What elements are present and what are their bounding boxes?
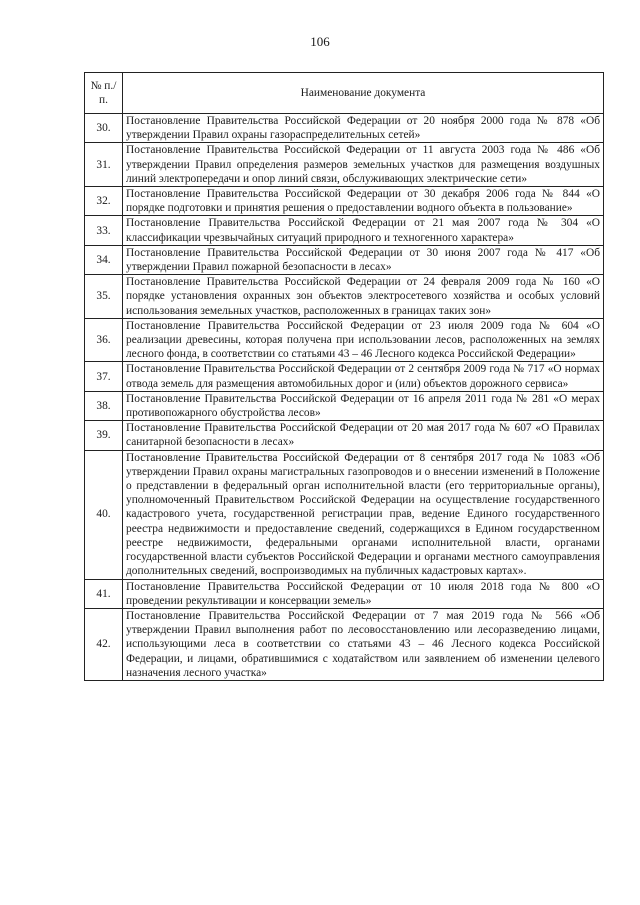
document-title: Постановление Правительства Российской Федерации от 30 декабря 2006 года № 844 «О порядке подготовки и принятия решения о предоставлении водного объекта в пользование»	[123, 187, 604, 216]
row-number: 31.	[85, 143, 123, 187]
table-row	[85, 421, 604, 450]
table-row	[85, 143, 604, 187]
document-title: Постановление Правительства Российской Федерации от 20 мая 2017 года № 607 «О Правилах санитарной безопасности в лесах»	[123, 421, 604, 450]
row-number: 40.	[85, 450, 123, 579]
column-header-title: Наименование документа	[123, 73, 604, 114]
table-header-row	[85, 73, 604, 114]
document-title: Постановление Правительства Российской Федерации от 10 июля 2018 года № 800 «О проведении рекультивации и консервации земель»	[123, 579, 604, 608]
row-number: 33.	[85, 216, 123, 245]
row-number: 41.	[85, 579, 123, 608]
document-title: Постановление Правительства Российской Федерации от 24 февраля 2009 года № 160 «О порядке установления охранных зон объектов электросетевого хозяйства и особых условий использования земельных участков, расположенных в границах таких зон»	[123, 275, 604, 319]
row-number: 38.	[85, 391, 123, 420]
row-number: 42.	[85, 608, 123, 680]
document-title: Постановление Правительства Российской Федерации от 11 августа 2003 года № 486 «Об утверждении Правил определения размеров земельных участков для размещения воздушных линий электропередачи и опор линий связи, обслуживающих электрические сети»	[123, 143, 604, 187]
row-number: 30.	[85, 114, 123, 143]
document-title: Постановление Правительства Российской Федерации от 7 мая 2019 года № 566 «Об утверждении Правил выполнения работ по лесовосстановлению или лесоразведению лицами, использующими леса в соответствии со статьями 43 – 46 Лесного кодекса Российской Федерации, и лицами, обратившимися с ходатайством или заявлением об изменении целевого назначения лесного участка»	[123, 608, 604, 680]
row-number: 36.	[85, 318, 123, 362]
row-number: 32.	[85, 187, 123, 216]
table-body	[85, 114, 604, 681]
column-header-number: № п./п.	[85, 73, 123, 114]
document-title: Постановление Правительства Российской Федерации от 16 апреля 2011 года № 281 «О мерах противопожарного обустройства лесов»	[123, 391, 604, 420]
row-number: 34.	[85, 245, 123, 274]
table-row	[85, 579, 604, 608]
table-row	[85, 318, 604, 362]
table-row	[85, 391, 604, 420]
row-number: 35.	[85, 275, 123, 319]
document-title: Постановление Правительства Российской Федерации от 20 ноября 2000 года № 878 «Об утверждении Правил охраны газораспределительных сетей»	[123, 114, 604, 143]
document-title: Постановление Правительства Российской Федерации от 8 сентября 2017 года № 1083 «Об утверждении Правил охраны магистральных газопроводов и о внесении изменений в Положение о представлении в федеральный орган исполнительной власти (его территориальные органы), уполномоченный Правительством Российской Федерации на осуществление государственного кадастрового учета, государственной регистрации прав, ведение Единого государственного реестра недвижимости и предоставление сведений, содержащихся в Едином государственном реестре недвижимости, федеральными органами исполнительной власти, органами государственной власти субъектов Российской Федерации и органами местного самоуправления дополнительных сведений, воспроизводимых на публичных кадастровых картах».	[123, 450, 604, 579]
table-row	[85, 608, 604, 680]
table-row	[85, 245, 604, 274]
document-title: Постановление Правительства Российской Федерации от 2 сентября 2009 года № 717 «О нормах отвода земель для размещения автомобильных дорог и (или) объектов дорожного сервиса»	[123, 362, 604, 391]
table-row	[85, 187, 604, 216]
documents-table	[84, 72, 604, 681]
table-row	[85, 114, 604, 143]
document-title: Постановление Правительства Российской Федерации от 30 июня 2007 года № 417 «Об утверждении Правил пожарной безопасности в лесах»	[123, 245, 604, 274]
row-number: 37.	[85, 362, 123, 391]
table-row	[85, 216, 604, 245]
table-row	[85, 275, 604, 319]
table-row	[85, 450, 604, 579]
table-row	[85, 362, 604, 391]
page-number: 106	[310, 34, 330, 49]
document-title: Постановление Правительства Российской Федерации от 21 мая 2007 года № 304 «О классификации чрезвычайных ситуаций природного и техногенного характера»	[123, 216, 604, 245]
row-number: 39.	[85, 421, 123, 450]
document-title: Постановление Правительства Российской Федерации от 23 июля 2009 года № 604 «О реализации древесины, которая получена при использовании лесов, расположенных на землях лесного фонда, в соответствии со статьями 43 – 46 Лесного кодекса Российской Федерации»	[123, 318, 604, 362]
